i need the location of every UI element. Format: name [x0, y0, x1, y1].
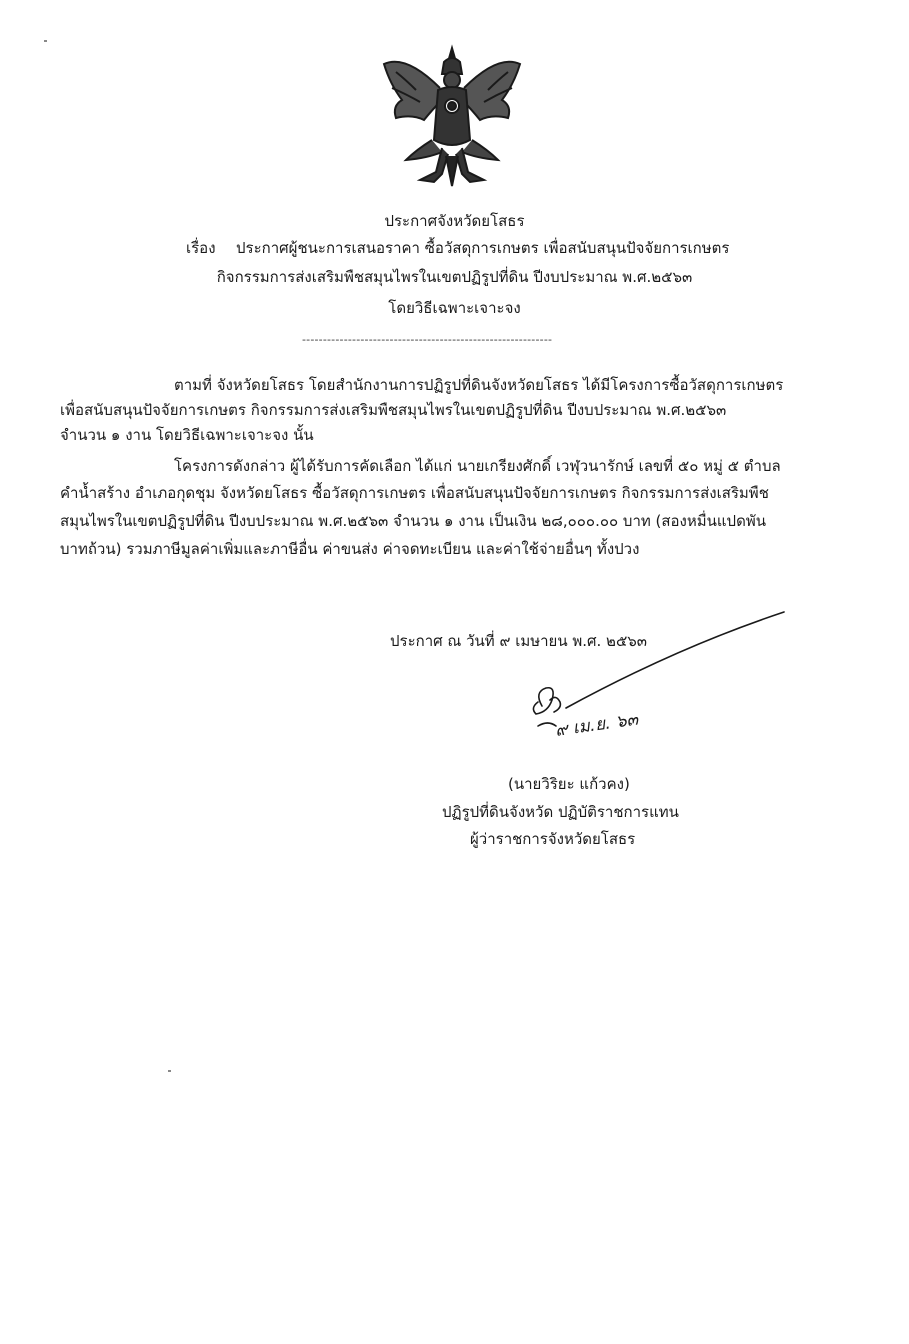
signer-position-1: ปฏิรูปที่ดินจังหวัด ปฏิบัติราชการแทน — [442, 803, 679, 821]
issuer-title: ประกาศจังหวัดยโสธร — [384, 212, 525, 230]
subject-line-3: โดยวิธีเฉพาะเจาะจง — [388, 299, 521, 317]
scan-speck — [168, 1070, 171, 1072]
subject-line-1: ประกาศผู้ชนะการเสนอราคา ซื้อวัสดุการเกษตร เพื่อสนับสนุนปัจจัยการเกษตร — [236, 239, 730, 257]
handwritten-date: ๙ เม.ย. ๖๓ — [553, 709, 640, 741]
subject-line-2: กิจกรรมการส่งเสริมพืชสมุนไพรในเขตปฏิรูปที่ดิน ปีงบประมาณ พ.ศ.๒๕๖๓ — [216, 268, 693, 286]
handwritten-signature — [526, 608, 788, 750]
para2-line4: บาทถ้วน) รวมภาษีมูลค่าเพิ่มและภาษีอื่น ค่าขนส่ง ค่าจดทะเบียน และค่าใช้จ่ายอื่นๆ ทั้งปวง — [60, 540, 640, 558]
para2-line1: โครงการดังกล่าว ผู้ได้รับการคัดเลือก ได้แก่ นายเกรียงศักดิ์ เวฬุวนารักษ์ เลขที่ ๕๐ หมู่ ๕ ตำบล — [174, 457, 781, 475]
garuda-emblem-icon — [376, 44, 528, 190]
signer-position-2: ผู้ว่าราชการจังหวัดยโสธร — [470, 830, 636, 848]
announce-date: ประกาศ ณ วันที่ ๙ เมษายน พ.ศ. ๒๕๖๓ — [390, 632, 648, 650]
para1-line1: ตามที่ จังหวัดยโสธร โดยสำนักงานการปฏิรูปที่ดินจังหวัดยโสธร ได้มีโครงการซื้อวัสดุการเกษตร — [174, 376, 784, 394]
divider-line: ------------------------------------------------------------ — [302, 333, 553, 346]
para1-line2: เพื่อสนับสนุนปัจจัยการเกษตร กิจกรรมการส่งเสริมพืชสมุนไพรในเขตปฏิรูปที่ดิน ปีงบประมาณ พ.ศ.๒๕๖๓ — [60, 401, 727, 419]
scan-speck — [44, 40, 47, 42]
para2-line2: คำน้ำสร้าง อำเภอกุดชุม จังหวัดยโสธร ซื้อวัสดุการเกษตร เพื่อสนับสนุนปัจจัยการเกษตร กิจกรรมการส่งเสริมพืช — [60, 484, 769, 502]
para1-line3: จำนวน ๑ งาน โดยวิธีเฉพาะเจาะจง นั้น — [60, 426, 314, 444]
signer-name: (นายวิริยะ แก้วคง) — [508, 775, 630, 793]
para2-line3: สมุนไพรในเขตปฏิรูปที่ดิน ปีงบประมาณ พ.ศ.๒๕๖๓ จำนวน ๑ งาน เป็นเงิน ๒๘,๐๐๐.๐๐ บาท (สองหมื่นแปดพัน — [60, 512, 766, 530]
subject-label: เรื่อง — [186, 239, 216, 257]
